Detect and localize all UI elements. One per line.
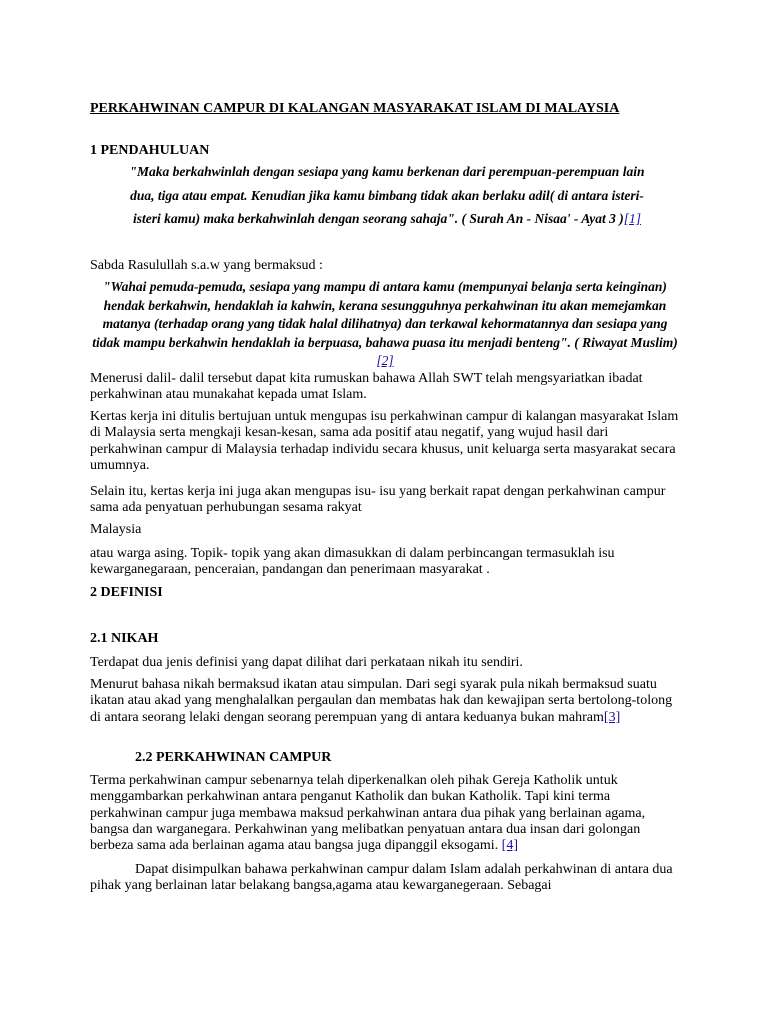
paragraph-selain: Selain itu, kertas kerja ini juga akan mengupas isu- isu yang berkait rapat dengan perkahwinan campur sama ada penyatuan perhubungan sesama rakyat [90,484,666,516]
hadith-quote [92,278,678,371]
quran-quote [128,160,646,231]
paragraph-nikah-text: Menurut bahasa nikah bermaksud ikatan atau simpulan. Dari segi syarak pula nikah bermaksud suatu ikatan atau akad yang menghalalkan pergaulan dan membatas hak dan kewajipan serta bertolong-tolong di antara seorang lelaki dengan seorang perempuan yang di antara keduanya bukan mahram [90,677,673,725]
paragraph-terma-text: Terma perkahwinan campur sebenarnya telah diperkenalkan oleh pihak Gereja Katholik untuk menggambarkan perkahwinan antara penganut Katholik dan bukan Katholik. Tapi kini terma perkahwinan campur juga membawa maksud perkahwinan antara dua pihak yang berlainan agama, bangsa dan warganegara. Perkahwinan yang melibatkan penyatuan antara dua insan dari golongan berbeza sama ada berlainan agama atau bangsa juga dipanggil eksogami. [90,773,646,854]
section-heading-perkahwinan-campur: 2.2 PERKAHWINAN CAMPUR [135,750,332,765]
section-heading-nikah: 2.1 NIKAH [90,631,159,646]
paragraph-dalil: Menerusi dalil- dalil tersebut dapat kita rumuskan bahawa Allah SWT telah mengsyariatkan ibadat perkahwinan atau munakahat kepada umat Islam. [90,371,643,403]
paragraph-terma [90,773,682,854]
sabda-intro: Sabda Rasulullah s.a.w yang bermaksud : [90,258,323,273]
hadith-quote-text: "Wahai pemuda-pemuda, sesiapa yang mampu di antara kamu (mempunyai belanja serta keinginan) hendak berkahwin, hendaklah ia kahwin, kerana sesungguhnya perkahwinan itu akan memejamkan matanya (terhadap orang yang tidak halal dilihatnya) dan terkawal kehormatannya dan sesiapa yang tidak mampu berkahwin hendaklah ia berpuasa, bahawa puasa itu menjadi benteng". ( Riwayat Muslim) [92,279,678,350]
paragraph-tujuan: Kertas kerja ini ditulis bertujuan untuk mengupas isu perkahwinan campur di kalangan masyarakat Islam di Malaysia serta mengkaji kesan-kesan, sama ada positif atau negatif, yang wujud hasil dari perkahwinan campur di Malaysia terhadap individu secara khusus, unit keluarga serta masyarakat secara umumnya. [90,409,679,473]
paragraph-topik: atau warga asing. Topik- topik yang akan dimasukkan di dalam perbincangan termasuklah isu kewarganegaraan, penceraian, pandangan dan penerimaan masyarakat . [90,546,615,578]
section-heading-definisi: 2 DEFINISI [90,585,163,600]
paragraph-nikah-definition [90,677,682,726]
paragraph-kesimpulan: Dapat disimpulkan bahawa perkahwinan campur dalam Islam adalah perkahwinan di antara dua pihak yang berlainan latar belakang bangsa,agama atau kewarganegeraan. Sebagai [90,862,673,894]
paragraph-dua-jenis: Terdapat dua jenis definisi yang dapat dilihat dari perkataan nikah itu sendiri. [90,655,523,670]
quran-quote-text: "Maka berkahwinlah dengan sesiapa yang kamu berkenan dari perempuan-perempuan lain dua, tiga atau empat. Kenudian jika kamu bimbang tidak akan berlaku adil( di antara isteri-isteri kamu) maka berkahwinlah dengan seorang sahaja". ( Surah An - Nisaa' - Ayat 3 ) [129,164,645,226]
footnote-link-4[interactable]: [4] [501,838,518,854]
footnote-link-2[interactable]: [2] [376,353,394,368]
document-title: PERKAHWINAN CAMPUR DI KALANGAN MASYARAKAT ISLAM DI MALAYSIA [90,101,620,116]
footnote-link-3[interactable]: [3] [603,709,621,725]
footnote-link-1[interactable]: [1] [623,211,642,226]
section-heading-pendahuluan: 1 PENDAHULUAN [90,143,210,158]
paragraph-malaysia: Malaysia [90,522,142,537]
